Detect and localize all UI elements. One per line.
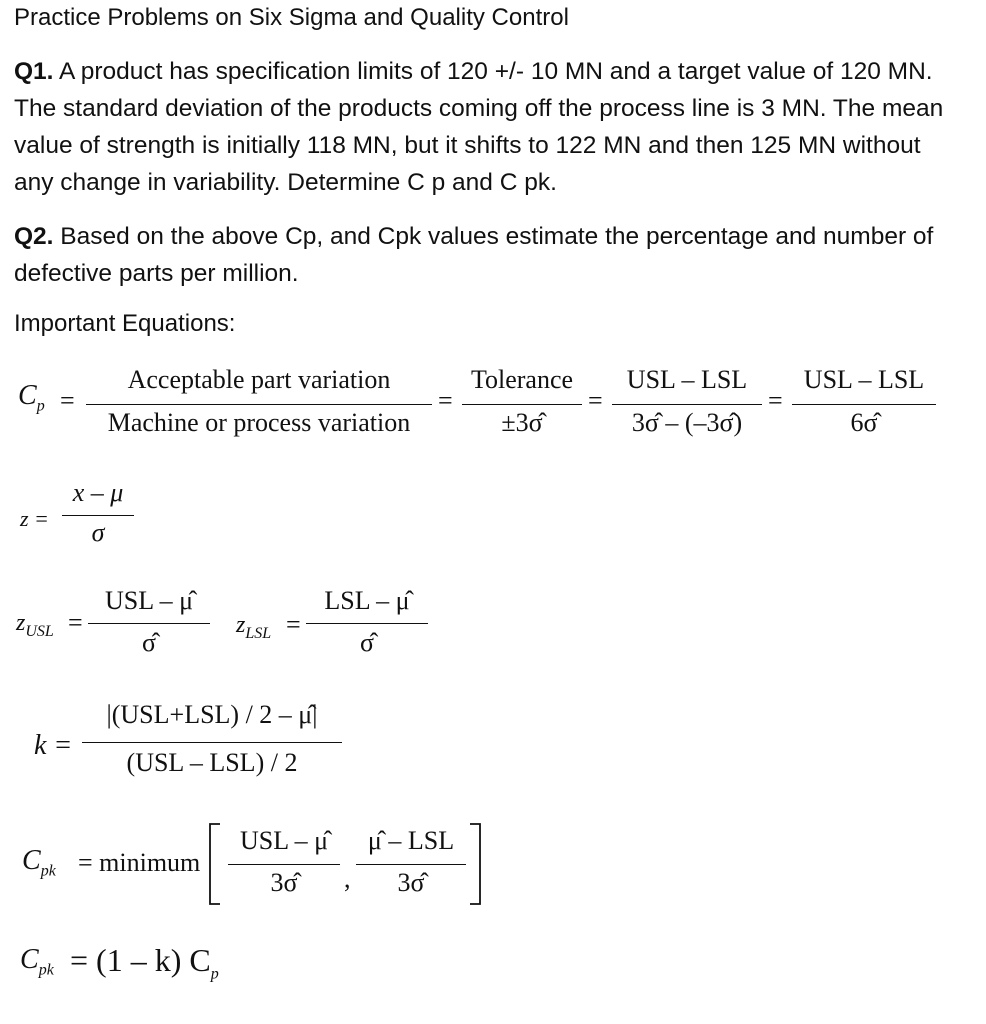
cpk-min-term-a-bar <box>228 864 340 865</box>
z-usl-fraction-bar <box>88 623 210 624</box>
cpk-min-lhs: $C_{pk}$ <box>22 845 56 880</box>
z-lsl-numerator: LSL – μ̂ <box>324 586 410 615</box>
cp-equals-2: = <box>438 386 453 415</box>
z-usl-equals: = <box>68 608 83 637</box>
cpk-min-term-b-numerator: μ̂ – LSL <box>367 826 455 855</box>
right-bracket-icon <box>468 822 484 906</box>
z-usl-lhs: $z_{USL}$ <box>16 610 54 640</box>
z-fraction-bar <box>62 515 134 516</box>
question-2-text: Based on the above Cp, and Cpk values estimate the percentage and number of defective parts per million. <box>14 223 934 287</box>
cpk-k-rhs: = (1 – k) $C_p$ <box>70 942 219 983</box>
question-2-label: Q2. <box>14 223 54 250</box>
left-bracket-icon <box>206 822 222 906</box>
cpk-min-term-b-bar <box>356 864 466 865</box>
z-lsl-lhs: $z_{LSL}$ <box>236 612 272 642</box>
k-fraction-bar <box>82 742 342 743</box>
question-2 <box>14 218 964 292</box>
cpk-min-comma: , <box>344 864 351 893</box>
cp-fraction-3-bar <box>612 404 762 405</box>
cp-fraction-1-denominator: Machine or process variation <box>107 408 411 437</box>
cpk-min-equals-minimum: = minimum <box>78 848 201 877</box>
k-lhs: k = <box>34 730 73 761</box>
z-usl-numerator: USL – μ̂ <box>104 586 194 615</box>
cp-equals-4: = <box>768 386 783 415</box>
cpk-k-lhs: $C_{pk}$ <box>20 944 54 979</box>
cp-fraction-2-bar <box>462 404 582 405</box>
z-usl-denominator: σ̂ <box>141 628 156 657</box>
cp-equals-3: = <box>588 386 603 415</box>
cp-fraction-2-numerator: Tolerance <box>470 365 574 394</box>
cp-fraction-3-denominator: 3σ̂ – (–3σ̂) <box>631 408 743 437</box>
cp-equals-1: = <box>60 386 75 415</box>
question-1-text: A product has specification limits of 120 +/- 10 MN and a target value of 120 MN. The standard deviation of the products coming off the process line is 3 MN. The mean value of strength is initially 118 MN, but it shifts to 122 MN and then 125 MN without any change in variability. Determine C p and C pk. <box>14 58 944 196</box>
cp-fraction-3-numerator: USL – LSL <box>626 365 748 394</box>
z-lsl-equals: = <box>286 610 301 639</box>
k-numerator: |(USL+LSL) / 2 – μ̂| <box>106 700 318 729</box>
cp-fraction-4-numerator: USL – LSL <box>803 365 925 394</box>
cpk-min-term-a-numerator: USL – μ̂ <box>239 826 329 855</box>
equations-heading: Important Equations: <box>14 310 236 337</box>
z-lsl-denominator: σ̂ <box>359 628 374 657</box>
question-1 <box>14 53 964 201</box>
z-lsl-fraction-bar <box>306 623 428 624</box>
cp-fraction-4-bar <box>792 404 936 405</box>
z-lhs: z = <box>20 506 49 531</box>
k-denominator: (USL – LSL) / 2 <box>126 748 298 777</box>
cp-fraction-1-bar <box>86 404 432 405</box>
question-1-label: Q1. <box>14 58 54 85</box>
z-numerator: x – μ <box>72 478 124 507</box>
z-denominator: σ <box>91 518 105 547</box>
cp-lhs: $C_p$ <box>18 380 45 415</box>
document-title: Practice Problems on Six Sigma and Quality Control <box>14 4 569 31</box>
cp-fraction-2-denominator: ±3σ̂ <box>501 408 543 437</box>
cpk-min-term-a-denominator: 3σ̂ <box>270 868 298 897</box>
cp-fraction-4-denominator: 6σ̂ <box>850 408 878 437</box>
cpk-min-term-b-denominator: 3σ̂ <box>397 868 425 897</box>
cp-fraction-1-numerator: Acceptable part variation <box>127 365 391 394</box>
